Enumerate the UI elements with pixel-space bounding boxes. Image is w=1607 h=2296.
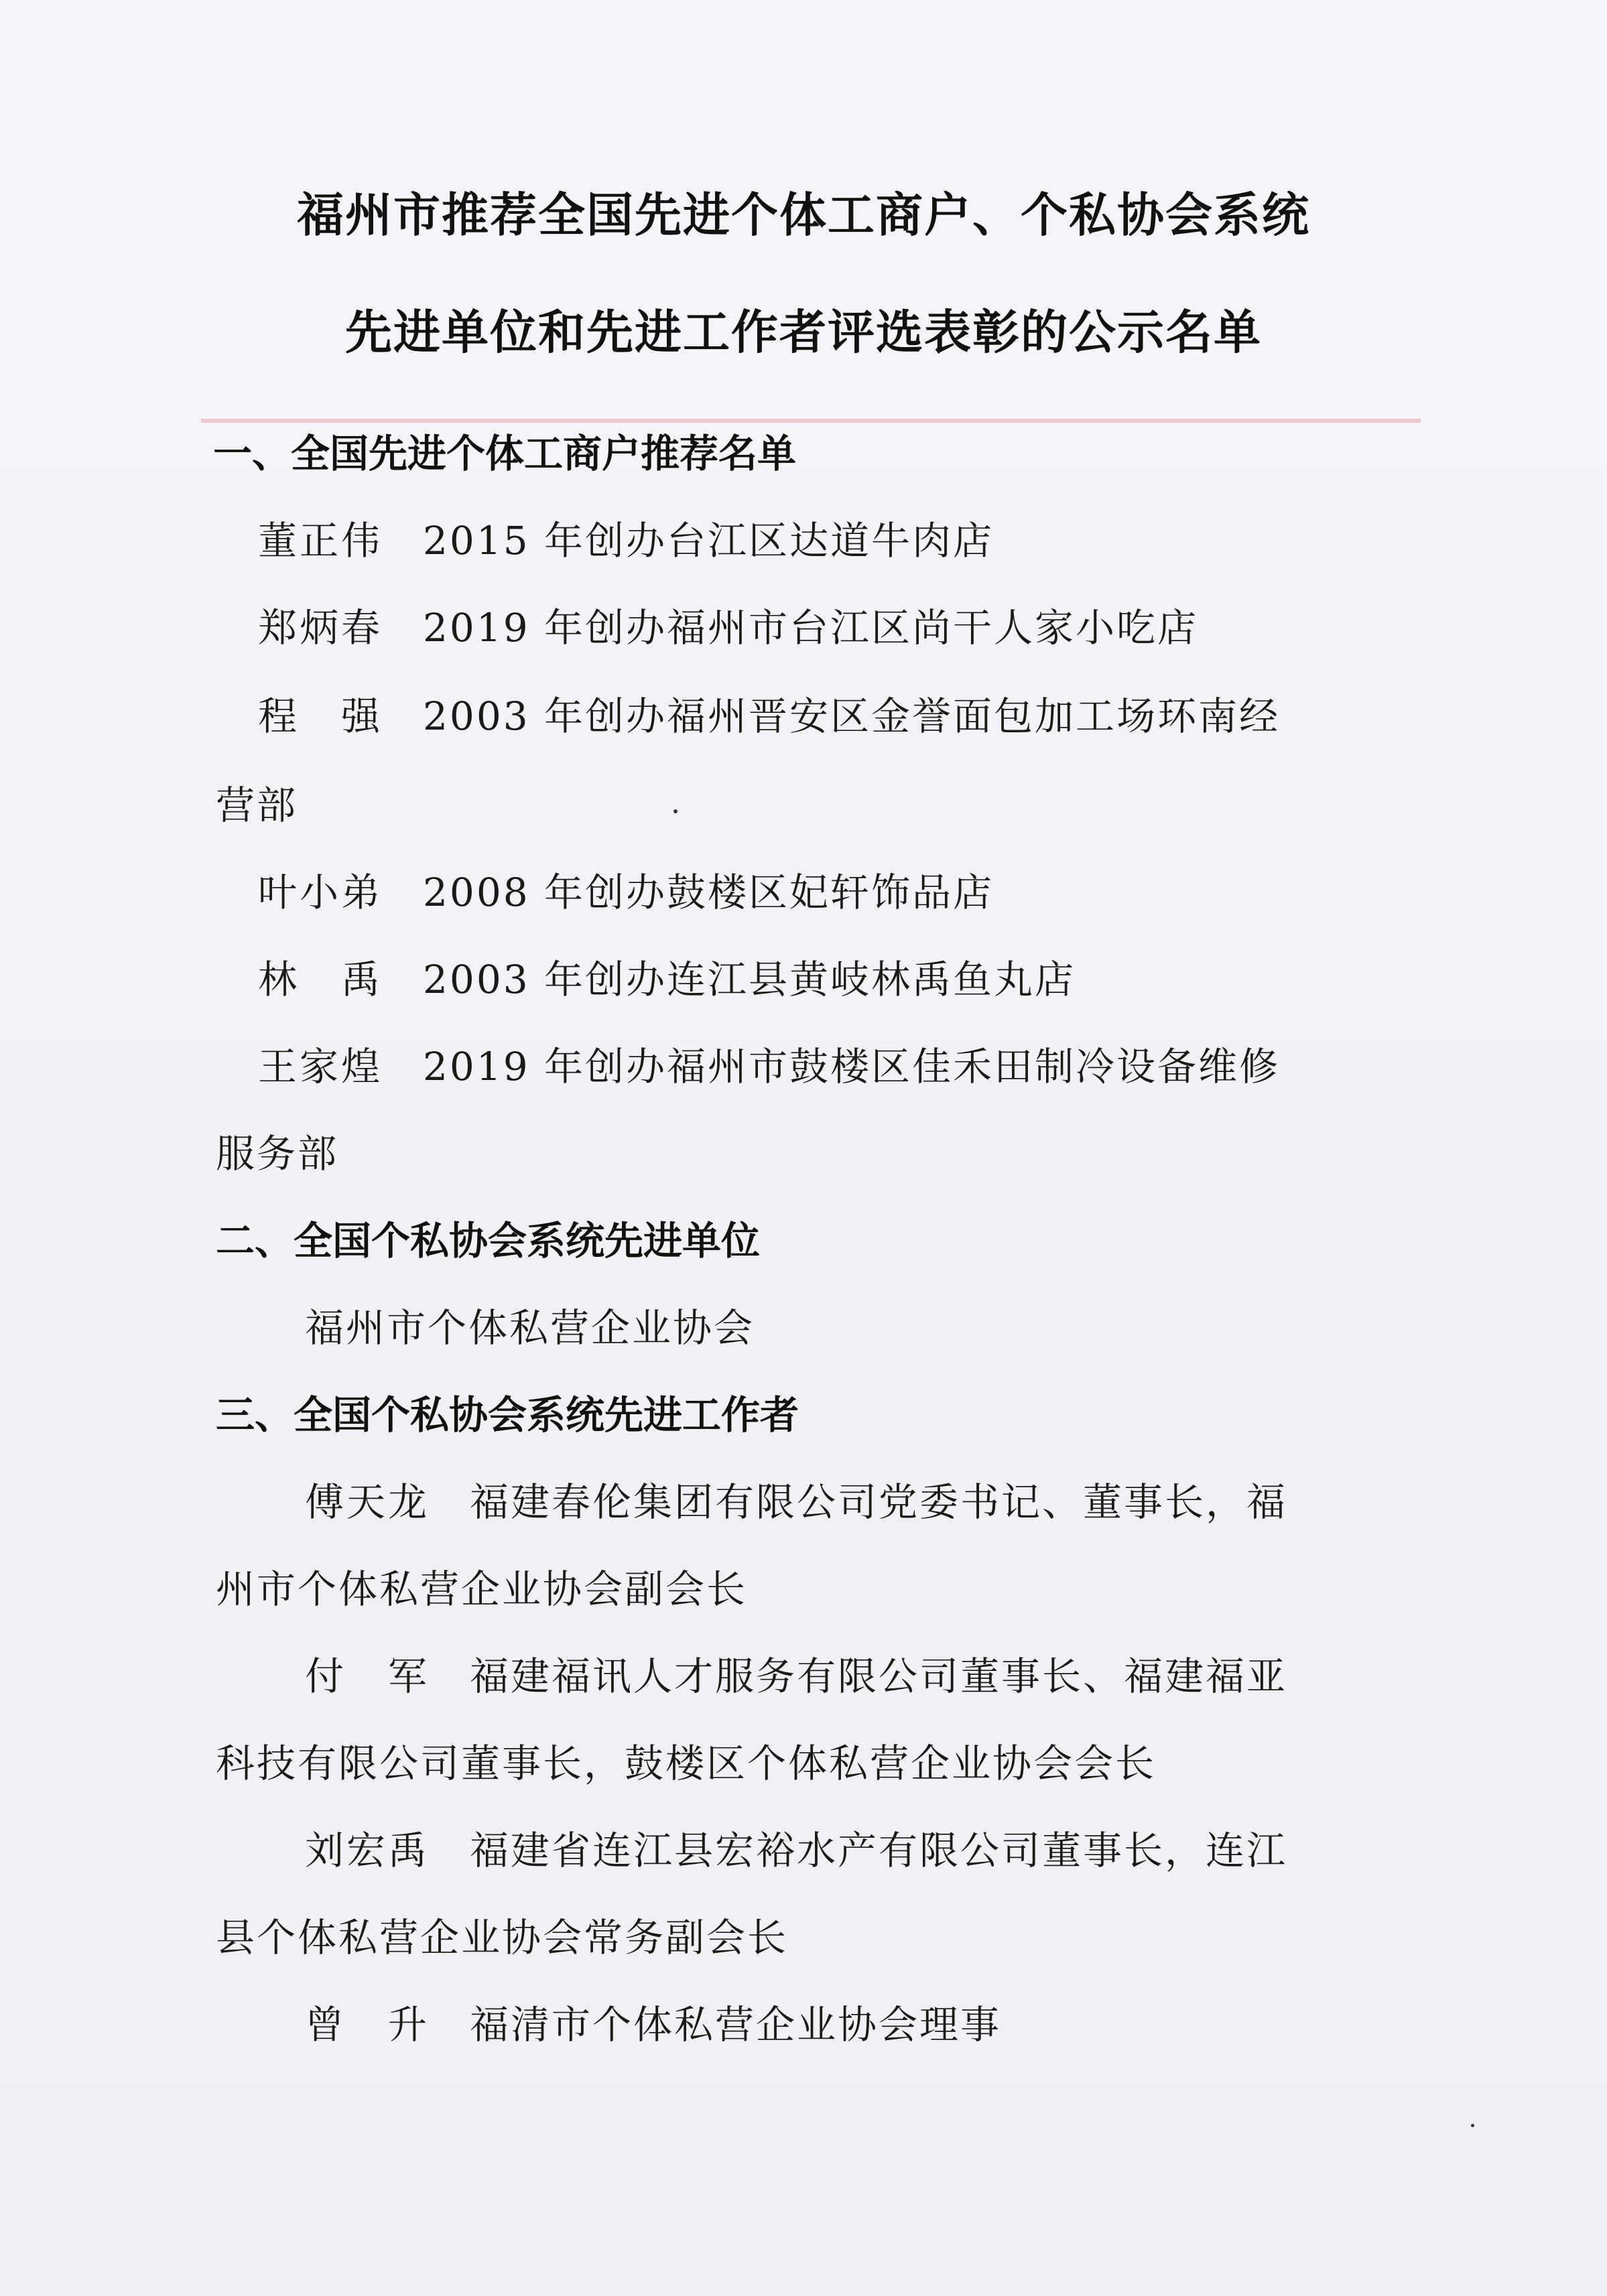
- entry-row: [305, 1819, 1287, 1875]
- entry-continuation: 县个体私营企业协会常务副会长: [216, 1915, 789, 1960]
- scan-speck: [1471, 2124, 1474, 2127]
- entry-text: 2003 年创办福州晋安区金誉面包加工场环南经: [423, 693, 1281, 739]
- entry-text: 福建福讯人才服务有限公司董事长、福建福亚: [470, 1653, 1288, 1699]
- entry-name: 林 禹: [258, 957, 383, 1002]
- entry-text: 福建省连江县宏裕水产有限公司董事长，连江: [470, 1828, 1288, 1873]
- document-title-line-2: 先进单位和先进工作者评选表彰的公示名单: [345, 305, 1262, 360]
- entry-continuation: 州市个体私营企业协会副会长: [216, 1566, 748, 1612]
- entry-row: [258, 1035, 1280, 1091]
- entry-row: [258, 861, 994, 917]
- entry-row: [305, 1645, 1287, 1701]
- entry-name: 王家煌: [258, 1044, 383, 1089]
- entry-name: 曾 升: [305, 2002, 430, 2047]
- entry-name: 傅天龙: [305, 1479, 430, 1525]
- entry-name: 董正伟: [258, 518, 383, 563]
- entry-row: [258, 948, 1076, 1004]
- entry-row: [305, 1993, 1001, 2049]
- entry-text: 福建春伦集团有限公司党委书记、董事长，福: [470, 1479, 1288, 1525]
- entry-continuation: 服务部: [216, 1131, 339, 1176]
- entry-row: [258, 685, 1280, 741]
- entry-row: [258, 509, 994, 565]
- entry-text: 2003 年创办连江县黄岐林禹鱼丸店: [423, 957, 1076, 1002]
- entry-name: 刘宏禹: [305, 1828, 430, 1873]
- entry-continuation: 科技有限公司董事长，鼓楼区个体私营企业协会会长: [216, 1741, 1157, 1786]
- entry-text: 2008 年创办鼓楼区妃轩饰品店: [423, 870, 994, 915]
- entry-text: 2019 年创办福州市台江区尚干人家小吃店: [423, 605, 1199, 651]
- entry-name: 叶小弟: [258, 870, 383, 915]
- entry-text: 福州市个体私营企业协会: [305, 1305, 755, 1351]
- entry-name: 郑炳春: [258, 605, 383, 651]
- scan-speck: [673, 809, 678, 813]
- entry-name: 程 强: [258, 693, 383, 739]
- entry-name: 付 军: [305, 1653, 430, 1699]
- section-3-heading: 三、全国个私协会系统先进工作者: [216, 1392, 799, 1438]
- section-2-heading: 二、全国个私协会系统先进单位: [216, 1218, 761, 1264]
- entry-text: 福清市个体私营企业协会理事: [470, 2002, 1002, 2047]
- entry-row: [258, 596, 1198, 653]
- entry-text: 2019 年创办福州市鼓楼区佳禾田制冷设备维修: [423, 1044, 1281, 1089]
- section-1-heading: 一、全国先进个体工商户推荐名单: [213, 431, 797, 476]
- entry-continuation: 营部: [216, 783, 298, 828]
- document-title-line-1: 福州市推荐全国先进个体工商户、个私协会系统: [297, 188, 1310, 243]
- entry-text: 2015 年创办台江区达道牛肉店: [423, 518, 994, 563]
- entry-row: [305, 1471, 1287, 1527]
